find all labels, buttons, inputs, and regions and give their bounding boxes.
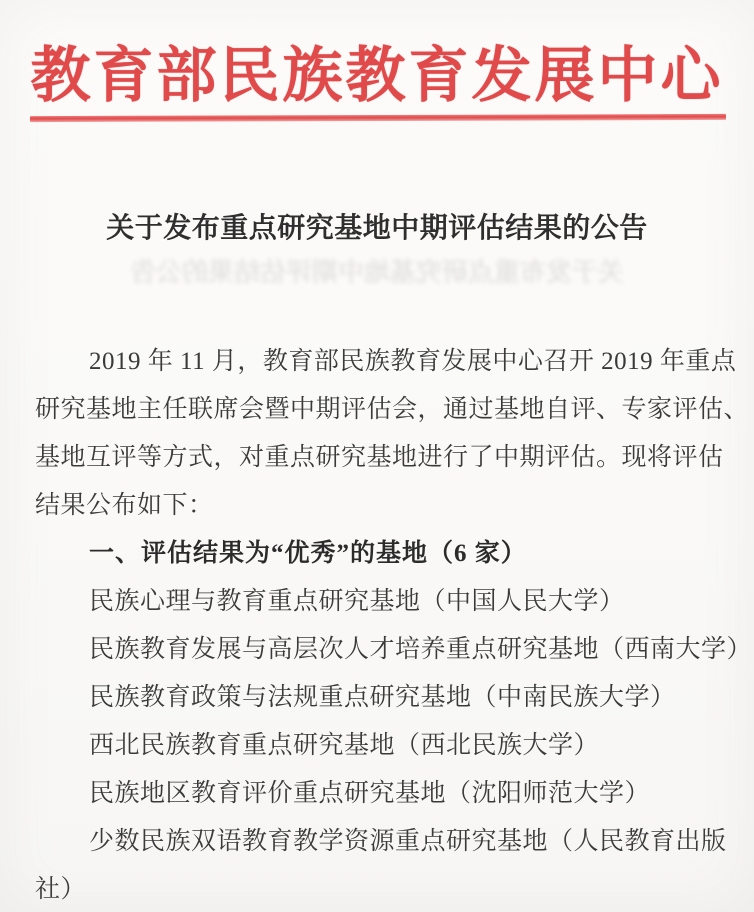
base-list-line: 少数民族双语教育教学资源重点研究基地（人民教育出版 bbox=[89, 828, 727, 855]
announcement-title: 关于发布重点研究基地中期评估结果的公告 bbox=[106, 213, 648, 244]
page-bleed-through-artifact: 关于发布重点研究基地中期评估结果的公告 bbox=[130, 258, 625, 287]
base-list-line: 西北民族教育重点研究基地（西北民族大学） bbox=[89, 732, 600, 759]
base-list-line: 民族心理与教育重点研究基地（中国人民大学） bbox=[89, 588, 625, 615]
paragraph-line: 结果公布如下： bbox=[35, 492, 214, 519]
paragraph-line: 基地互评等方式，对重点研究基地进行了中期评估。现将评估 bbox=[35, 444, 724, 471]
paragraph-line: 研究基地主任联席会暨中期评估会，通过基地自评、专家评估、 bbox=[35, 396, 750, 423]
section-heading-excellent-bases: 一、评估结果为“优秀”的基地（6 家） bbox=[89, 540, 527, 567]
letterhead-divider-line bbox=[30, 114, 726, 122]
announcement-body bbox=[35, 338, 753, 912]
base-list-line: 民族地区教育评价重点研究基地（沈阳师范大学） bbox=[89, 780, 651, 807]
base-list-line: 民族教育发展与高层次人才培养重点研究基地（西南大学） bbox=[89, 636, 753, 663]
base-list-line-wrap: 社） bbox=[35, 876, 87, 903]
letterhead-org-name: 教育部民族教育发展中心 bbox=[30, 43, 724, 109]
base-list-line: 民族教育政策与法规重点研究基地（中南民族大学） bbox=[89, 684, 676, 711]
paragraph-line: 2019 年 11 月，教育部民族教育发展中心召开 2019 年重点 bbox=[89, 348, 737, 375]
